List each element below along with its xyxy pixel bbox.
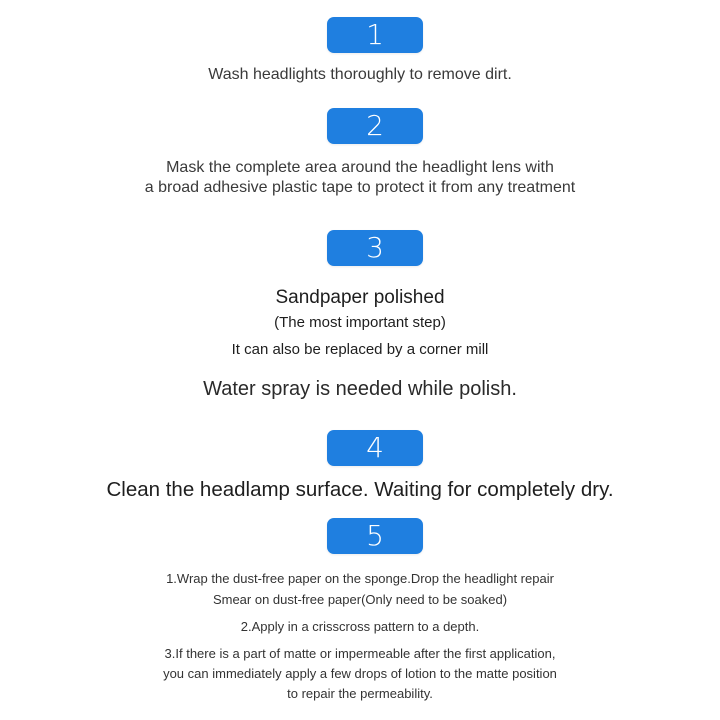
step-4-text: Clean the headlamp surface. Waiting for completely dry.	[106, 478, 614, 501]
step-5-line-3: 2.Apply in a crisscross pattern to a depth.	[240, 619, 480, 634]
step-5-line-2: Smear on dust-free paper(Only need to be soaked)	[212, 592, 508, 607]
step-5-line-4: 3.If there is a part of matte or impermeable after the first application,	[164, 646, 556, 661]
step-4-badge: 4	[327, 430, 423, 466]
step-3-badge: 3	[327, 230, 423, 266]
step-5-badge: 5	[327, 518, 423, 554]
step-2-text-line-1: Mask the complete area around the headlight lens with	[166, 159, 554, 176]
step-1-badge: 1	[327, 17, 423, 53]
step-3-extra: Water spray is needed while polish.	[203, 378, 517, 400]
step-2-text-line-2: a broad adhesive plastic tape to protect it from any treatment	[144, 179, 576, 196]
step-5-line-5: you can immediately apply a few drops of lotion to the matte position	[163, 666, 557, 681]
step-2-badge: 2	[327, 108, 423, 144]
step-3-subtitle: (The most important step)	[274, 314, 446, 331]
step-1-text: Wash headlights thoroughly to remove dirt.	[208, 66, 512, 83]
step-5-line-1: 1.Wrap the dust-free paper on the sponge.Drop the headlight repair	[166, 571, 554, 586]
step-3-note: It can also be replaced by a corner mill	[231, 341, 489, 358]
step-5-line-6: to repair the permeability.	[287, 686, 433, 701]
step-3-title: Sandpaper polished	[275, 287, 445, 308]
